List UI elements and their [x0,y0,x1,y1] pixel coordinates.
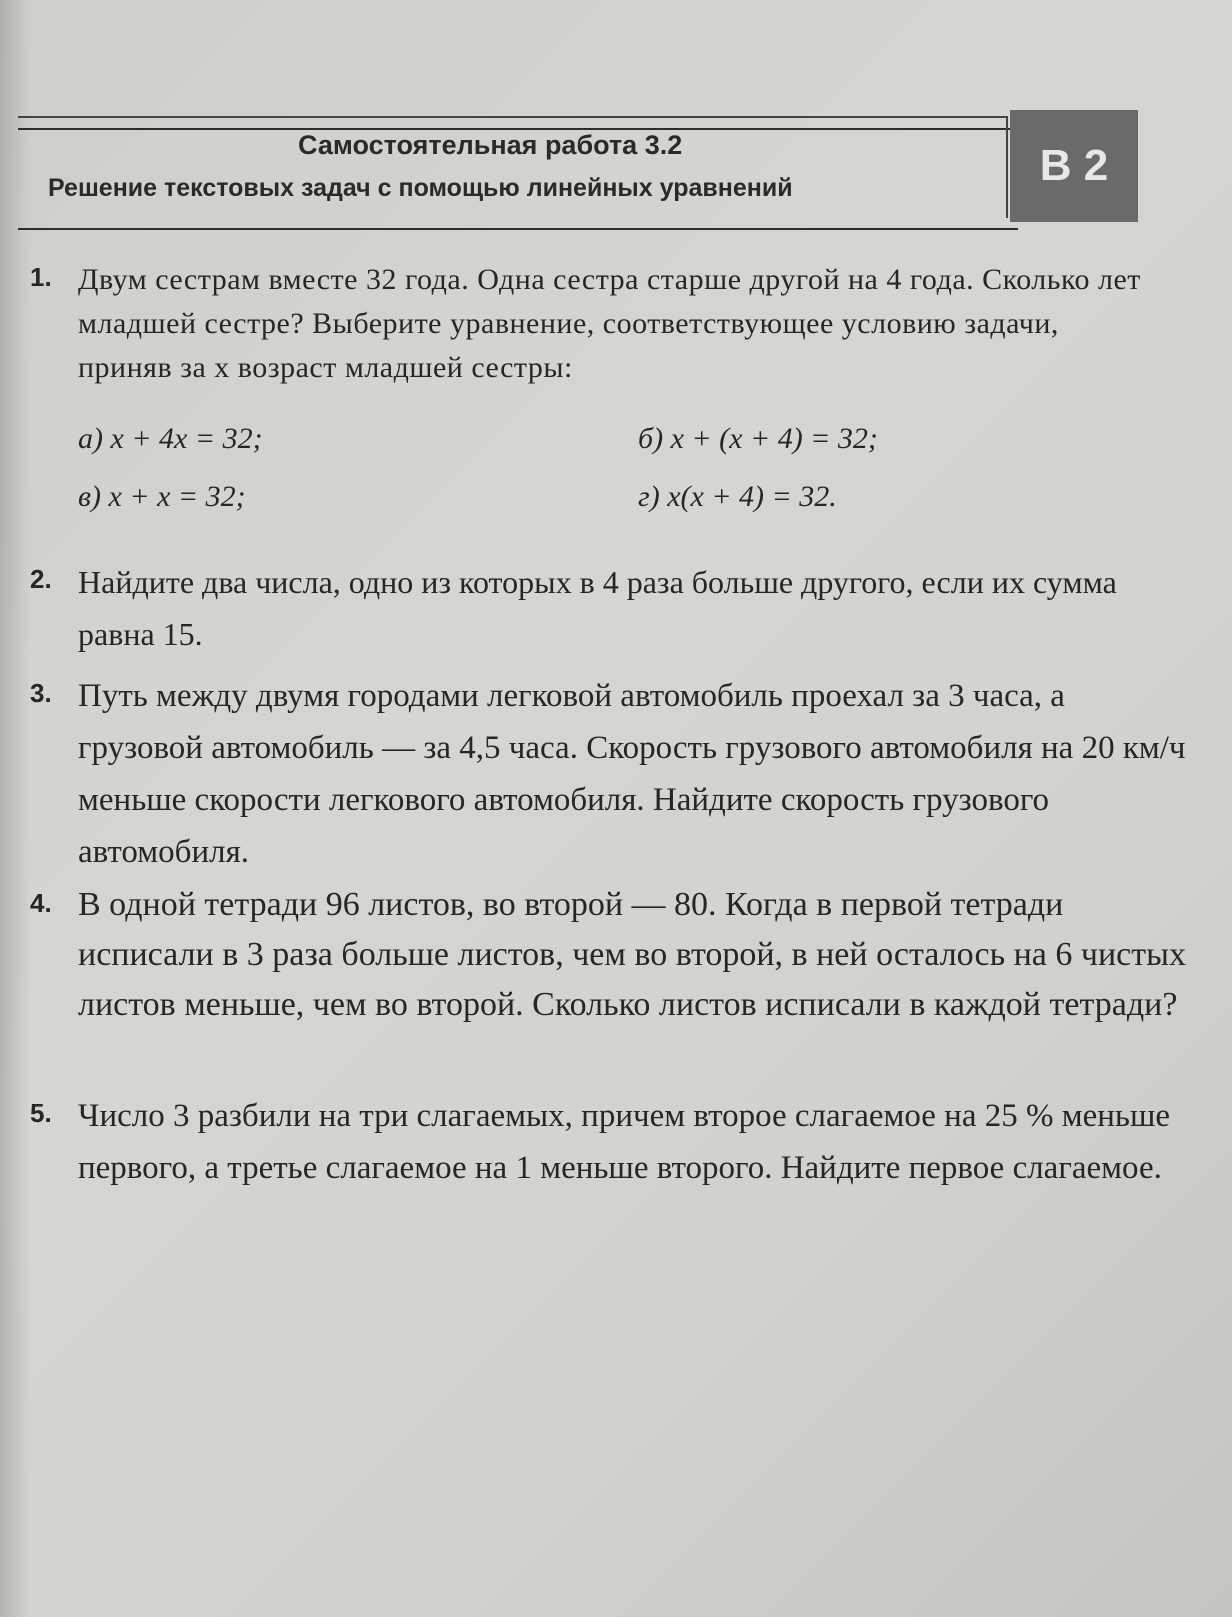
option-a: а) x + 4x = 32; [78,422,263,455]
task-text: Путь между двумя городами легковой автомобиль проехал за 3 часа, а грузовой автомобиль — за 4,5 часа. Скорость грузового автомобиля на 20 км/ч меньше скорости легкового автомобиля. Найдите скорость грузового автомобиля. [78,678,1186,870]
worksheet-title: Самостоятельная работа 3.2 [298,130,683,160]
option-b: б) x + (x + 4) = 32; [638,422,878,455]
task-number: 1. [30,262,52,292]
option-v: в) x + x = 32; [78,480,246,513]
task-text: Двум сестрам вместе 32 года. Одна сестра старше другой на 4 года. Сколько лет младшей сестре? Выберите уравнение, соответствующее условию задачи, приняв за x возраст младшей сестры: [78,263,1141,384]
task-number: 5. [30,1098,52,1128]
task-text: Число 3 разбили на три слагаемых, причем второе слагаемое на 25 % меньше первого, а третье слагаемое на 1 меньше второго. Найдите первое слагаемое. [78,1098,1171,1186]
task-text: Найдите два числа, одно из которых в 4 раза больше другого, если их сумма равна 15. [78,564,1117,652]
worksheet-subtitle: Решение текстовых задач с помощью линейных уравнений [48,174,793,202]
option-g: г) x(x + 4) = 32. [638,480,837,513]
task-number: 3. [30,678,52,708]
task-number: 4. [30,888,52,918]
worksheet-header [18,110,1138,222]
page-shadow [0,0,30,1617]
task-number: 2. [30,564,52,594]
task-text: В одной тетради 96 листов, во второй — 80. Когда в первой тетради исписали в 3 раза больше листов, чем во второй, в ней осталось на 6 чистых листов меньше, чем во второй. Сколько листов исписали в каждой тетради? [78,886,1186,1023]
header-bottom-rule [18,228,1018,230]
variant-badge: В 2 [1010,110,1138,222]
